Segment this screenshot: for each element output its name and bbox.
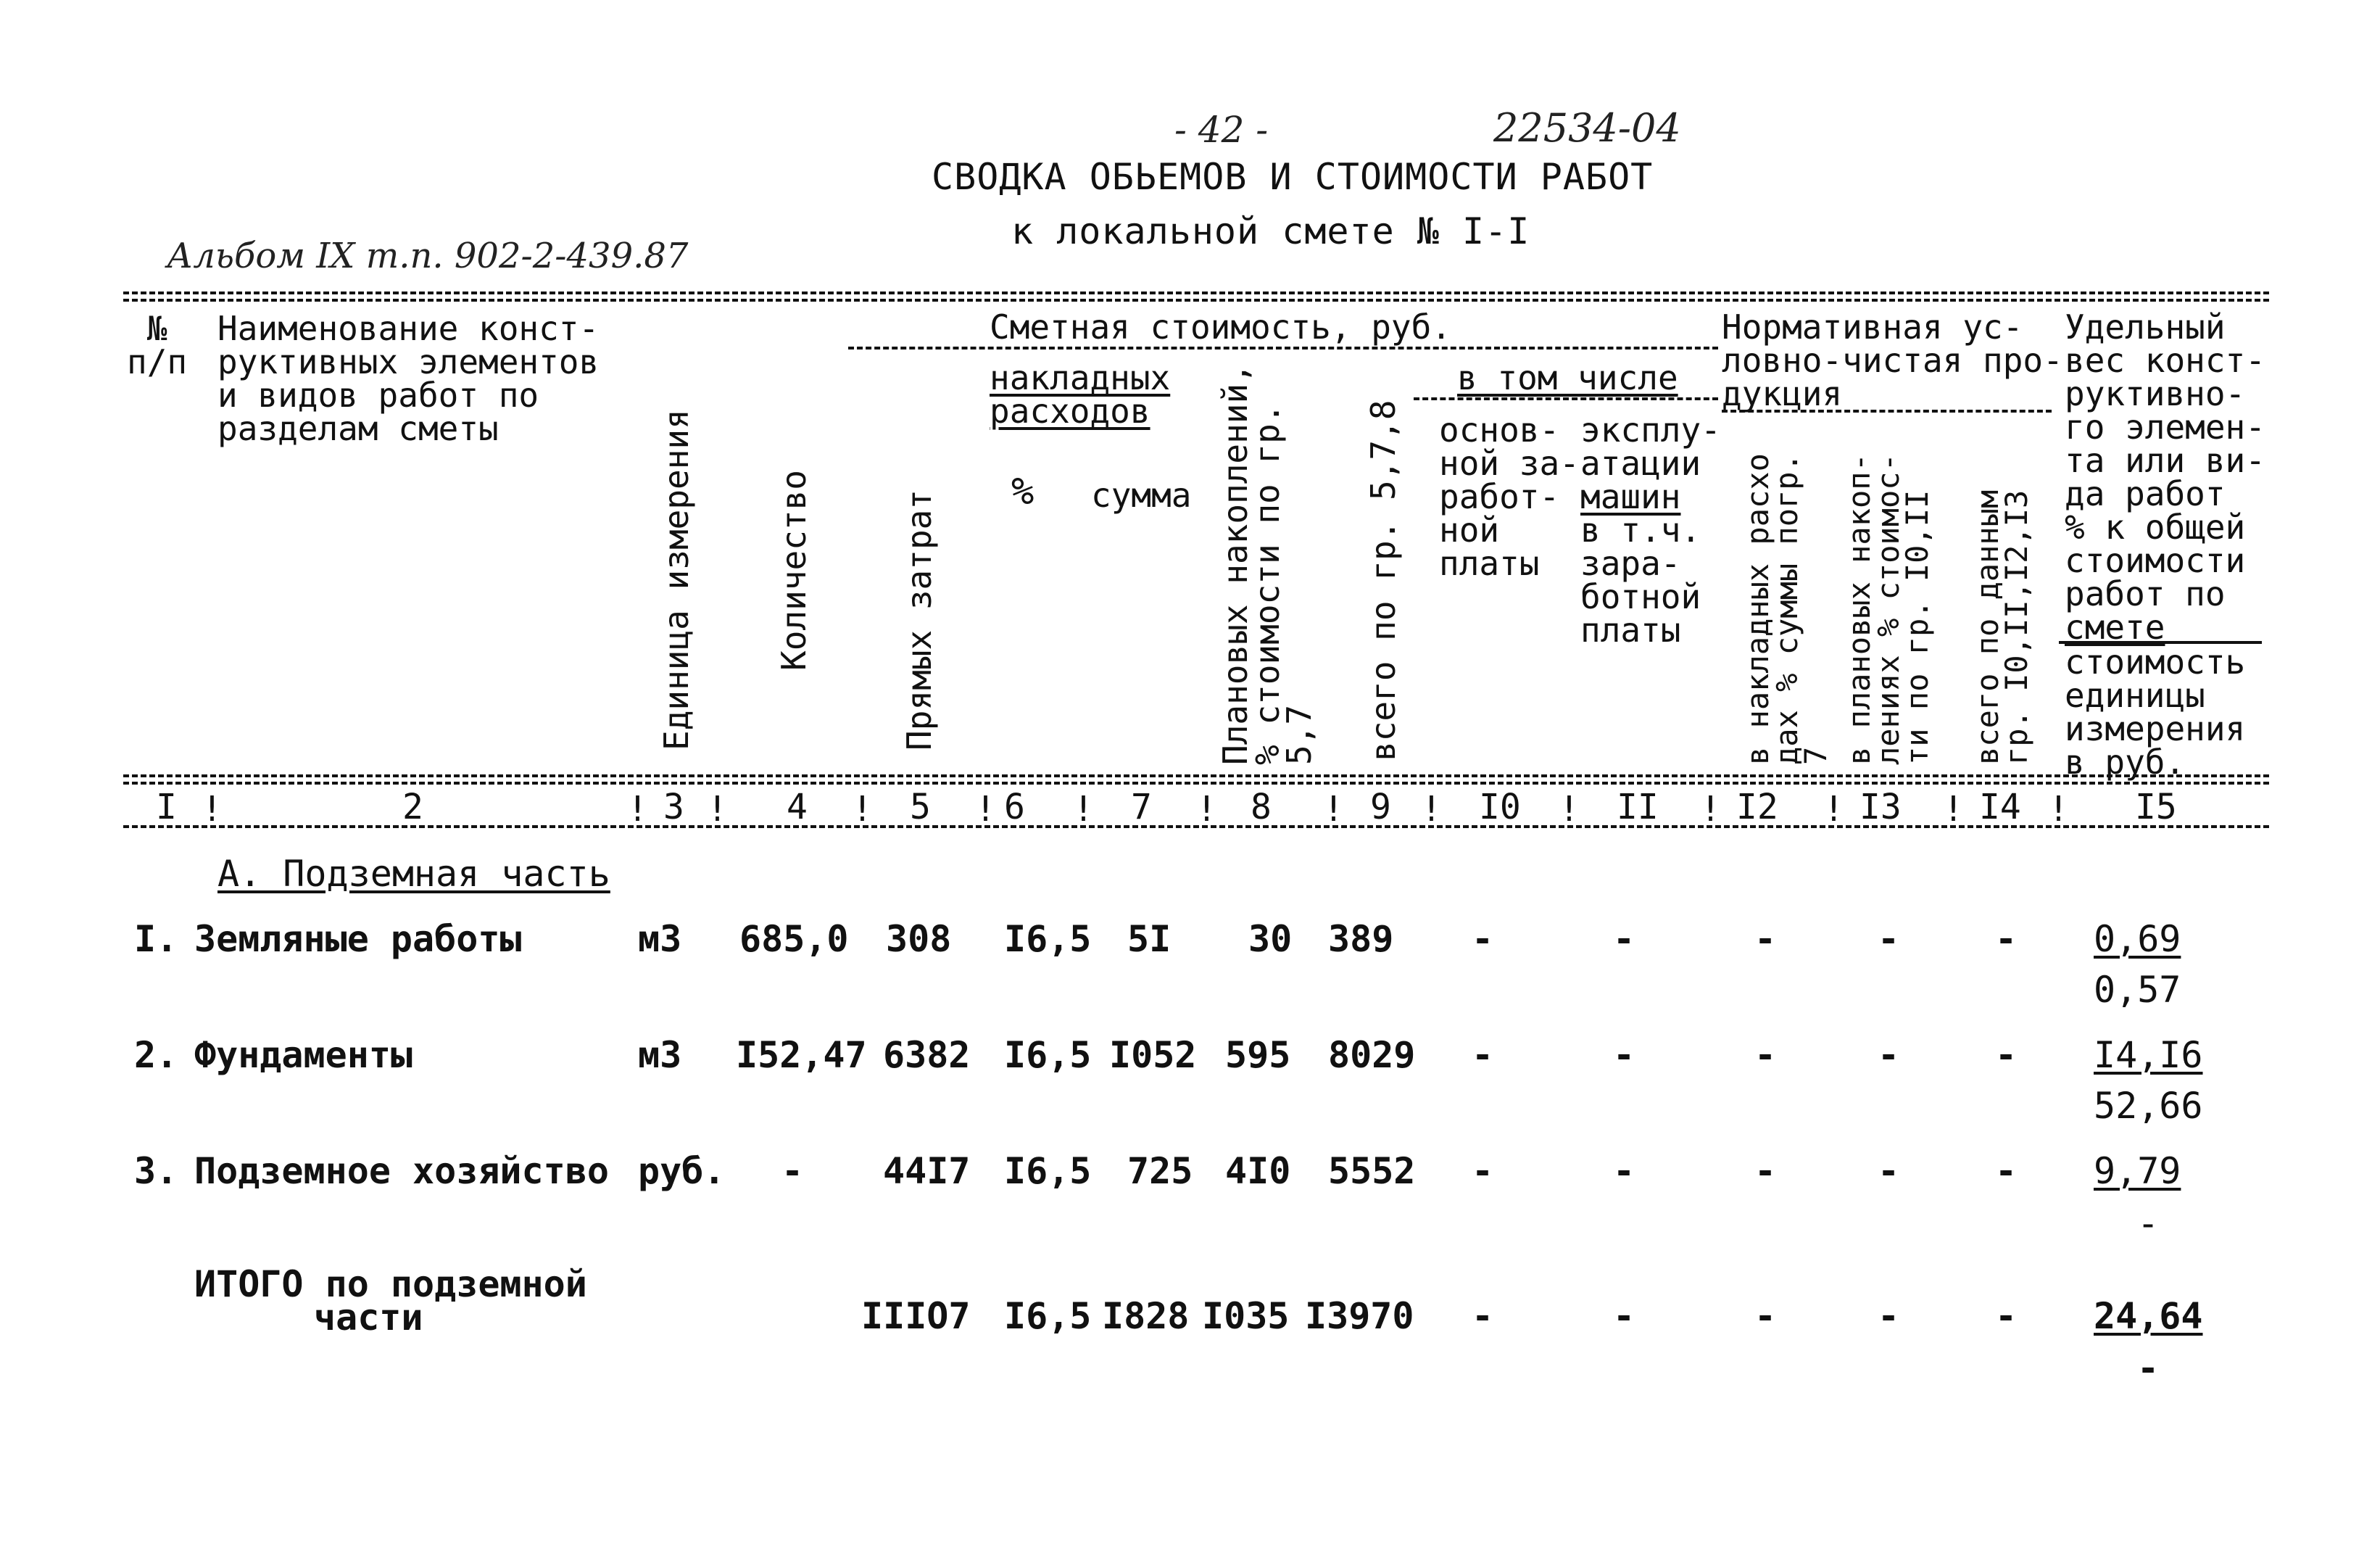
row-qty: 685,0 [739, 918, 849, 960]
row-specific: 0,69 [2094, 918, 2181, 960]
row-name: Земляные работы [194, 918, 522, 960]
row-unit: руб. [638, 1150, 726, 1192]
album-note: Альбом IX т.п. 902-2-439.87 [167, 236, 689, 276]
total-total: I3970 [1305, 1295, 1414, 1337]
total-direct: IIIO7 [861, 1295, 971, 1337]
header-specific-line: смете [2065, 608, 2165, 647]
row-direct: 44I7 [883, 1150, 971, 1192]
header-machine-line: в т.ч. [1580, 510, 1701, 550]
column-separator: ! [1559, 789, 1580, 830]
row-unit: м3 [638, 918, 682, 960]
header-specific-line: стоимости [2065, 541, 2246, 580]
header-basic-wage-line: ной за- [1439, 444, 1580, 483]
total-pct: I6,5 [1004, 1295, 1092, 1337]
colnum: 3 [663, 787, 684, 827]
total-label-line: ИТОГО по подземной [194, 1263, 587, 1305]
row-planned: 595 [1225, 1034, 1291, 1076]
column-separator: ! [1421, 789, 1442, 830]
header-specific-line: Удельный [2065, 307, 2226, 347]
header-basic-wage-line: платы [1439, 544, 1540, 583]
header-pct: % [1011, 470, 1034, 513]
document-title: СВОДКА ОБЬЕМОВ И СТОИМОСТИ РАБОТ [932, 156, 1654, 198]
column-separator: ! [707, 789, 728, 830]
row-num: 3. [134, 1150, 178, 1192]
header-c14 [1970, 489, 2034, 765]
header-specific-line: вес конст- [2065, 341, 2265, 380]
header-num-line: п/п [127, 342, 188, 381]
total-c14: - [1995, 1295, 2018, 1337]
document-subtitle: к локальной смете № I-I [1011, 210, 1530, 252]
row-c11: - [1613, 918, 1635, 960]
row-unit-cost: - [2137, 1202, 2160, 1244]
row-c10: - [1472, 1034, 1494, 1076]
header-c12 [1740, 453, 1833, 765]
column-separator: ! [1943, 789, 1964, 830]
header-normative [1722, 307, 2063, 413]
row-specific: I4,I6 [2094, 1034, 2203, 1076]
header-planned-line: Плановых накоплений, [1216, 363, 1255, 765]
header-machine [1580, 410, 1721, 650]
row-c10: - [1472, 918, 1494, 960]
column-separator: ! [1823, 789, 1844, 830]
header-planned [1216, 363, 1319, 765]
row-direct: 308 [886, 918, 952, 960]
row-pct: I6,5 [1004, 918, 1092, 960]
row-c11: - [1613, 1034, 1635, 1076]
total-label-line: части [314, 1297, 423, 1339]
column-separator: ! [1073, 789, 1094, 830]
row-c13: - [1878, 918, 1900, 960]
row-pct: I6,5 [1004, 1150, 1092, 1192]
header-c12-line: в накладных расхо [1740, 453, 1775, 765]
row-unit-cost: 52,66 [2094, 1085, 2203, 1127]
header-overhead-line: расходов [990, 392, 1150, 431]
header-planned-line: 5,7 [1280, 704, 1319, 765]
row-qty: I52,47 [736, 1034, 867, 1076]
estimate-rule [848, 347, 1718, 350]
header-specific-line: руктивно- [2065, 374, 2246, 413]
header-machine-line: платы [1580, 611, 1681, 650]
header-machine-line: зара- [1580, 544, 1681, 583]
header-name [217, 309, 600, 448]
total-sum: I828 [1102, 1295, 1190, 1337]
row-qty: - [781, 1150, 804, 1192]
header-unit: Единица измерения [657, 409, 696, 750]
colnum: 6 [1004, 787, 1025, 827]
row-name: Фундаменты [194, 1034, 413, 1076]
header-basic-wage-line: основ- [1439, 410, 1560, 450]
total-unit-cost: - [2137, 1347, 2160, 1389]
header-machine-line: эксплу- [1580, 410, 1721, 450]
header-name-line: руктивных элементов [217, 342, 600, 381]
colnum: I [156, 787, 177, 827]
header-sum: сумма [1091, 476, 1192, 515]
row-c10: - [1472, 1150, 1494, 1192]
colnum: 5 [910, 787, 931, 827]
row-num: I. [134, 918, 178, 960]
header-overhead [990, 358, 1171, 431]
column-separator: ! [975, 789, 996, 830]
total-label [194, 1263, 587, 1339]
table-top-rule [123, 291, 2269, 294]
header-unit-cost [2065, 642, 2246, 782]
total-planned: I035 [1202, 1295, 1290, 1337]
page-number: - 42 - [1174, 109, 1269, 151]
row-c14: - [1995, 1150, 2018, 1192]
header-total: всего по гр. 5,7,8 [1364, 400, 1403, 761]
row-c11: - [1613, 1150, 1635, 1192]
header-direct: Прямых затрат [900, 489, 939, 750]
row-sum: 5I [1127, 918, 1172, 960]
header-unit-cost-line: стоимость [2065, 642, 2246, 682]
row-c12: - [1754, 918, 1777, 960]
incl-rule [1414, 397, 1718, 400]
colnum: 4 [787, 787, 808, 827]
header-bottom-rule [123, 774, 2269, 777]
header-unit-cost-line: единицы [2065, 676, 2205, 715]
column-separator: ! [1323, 789, 1344, 830]
row-total: 5552 [1328, 1150, 1416, 1192]
total-c10: - [1472, 1295, 1494, 1337]
header-c14-line: всего по данным [1970, 489, 2005, 765]
total-c12: - [1754, 1295, 1777, 1337]
header-specific-line: да работ [2065, 474, 2226, 513]
colnum: II [1617, 787, 1659, 827]
total-c11: - [1613, 1295, 1635, 1337]
colnum-top-rule [123, 782, 2269, 785]
row-total: 8029 [1328, 1034, 1416, 1076]
header-name-line: и видов работ по [217, 376, 539, 415]
row-c14: - [1995, 1034, 2018, 1076]
header-basic-wage [1439, 410, 1580, 583]
colnum: 7 [1131, 787, 1152, 827]
header-machine-line: машин [1580, 477, 1681, 516]
row-c12: - [1754, 1034, 1777, 1076]
column-separator: ! [2048, 789, 2069, 830]
header-qty: Количество [774, 470, 813, 671]
row-unit: м3 [638, 1034, 682, 1076]
header-machine-line: ботной [1580, 577, 1701, 616]
document-code: 22534-04 [1493, 105, 1681, 151]
column-separator: ! [627, 789, 648, 830]
header-basic-wage-line: работ- [1439, 477, 1560, 516]
header-basic-wage-line: ной [1439, 510, 1500, 550]
header-specific-line: % к общей [2065, 508, 2246, 547]
row-c13: - [1878, 1034, 1900, 1076]
row-sum: 725 [1127, 1150, 1193, 1192]
colnum: I0 [1479, 787, 1521, 827]
row-c13: - [1878, 1150, 1900, 1192]
colnum: 9 [1370, 787, 1391, 827]
header-normative-line: дукция [1722, 374, 1843, 413]
header-unit-cost-line: измерения [2065, 709, 2246, 748]
column-separator: ! [1700, 789, 1721, 830]
header-c13-line: в плановых накоп- [1841, 453, 1877, 765]
header-specific-line: та или ви- [2065, 441, 2265, 480]
row-c12: - [1754, 1150, 1777, 1192]
row-specific: 9,79 [2094, 1150, 2181, 1192]
row-direct: 6382 [883, 1034, 971, 1076]
colnum: I5 [2135, 787, 2177, 827]
header-c13-line: ти по гр. I0,II [1899, 489, 1935, 765]
header-c12-line: 7 [1798, 746, 1833, 765]
header-c14-line: гр. I0,II,I2,I3 [1999, 489, 2034, 765]
colnum: 2 [402, 787, 423, 827]
header-specific [2065, 307, 2265, 647]
header-num-line: № [146, 309, 167, 348]
header-c12-line: дах % суммы погр. [1769, 453, 1804, 765]
header-overhead-line: накладных [990, 358, 1171, 397]
header-c13-line: лениях % стоимос- [1870, 453, 1906, 765]
row-num: 2. [134, 1034, 178, 1076]
header-unit-cost-line: в руб. [2065, 743, 2186, 782]
header-normative-line: Нормативная ус- [1722, 307, 2023, 347]
total-specific: 24,64 [2094, 1295, 2203, 1337]
total-c13: - [1878, 1295, 1900, 1337]
header-c13 [1841, 453, 1935, 765]
row-total: 389 [1328, 918, 1394, 960]
header-incl: в том числе [1457, 358, 1678, 397]
section-title: А. Подземная часть [217, 853, 610, 895]
colnum: I3 [1859, 787, 1902, 827]
header-name-line: Наименование конст- [217, 309, 600, 348]
row-unit-cost: 0,57 [2094, 969, 2181, 1011]
row-planned: 30 [1248, 918, 1293, 960]
row-planned: 4I0 [1225, 1150, 1291, 1192]
row-c14: - [1995, 918, 2018, 960]
header-specific-line: работ по [2065, 574, 2226, 613]
header-planned-line: % стоимости по гр. [1248, 403, 1287, 765]
header-name-line: разделам сметы [217, 409, 499, 448]
colnum: I4 [1979, 787, 2021, 827]
table-top-rule-2 [123, 299, 2269, 302]
header-specific-line: го элемен- [2065, 408, 2265, 447]
column-separator: ! [202, 789, 223, 830]
colnum: I2 [1736, 787, 1778, 827]
header-machine-line: атации [1580, 444, 1701, 483]
column-separator: ! [852, 789, 873, 830]
colnum: 8 [1251, 787, 1272, 827]
row-name: Подземное хозяйство [194, 1150, 609, 1192]
row-sum: I052 [1109, 1034, 1197, 1076]
column-separator: ! [1196, 789, 1217, 830]
header-estimate-group: Сметная стоимость, руб. [990, 307, 1451, 347]
header-normative-line: ловно-чистая про- [1722, 341, 2063, 380]
row-pct: I6,5 [1004, 1034, 1092, 1076]
header-num [127, 309, 188, 381]
